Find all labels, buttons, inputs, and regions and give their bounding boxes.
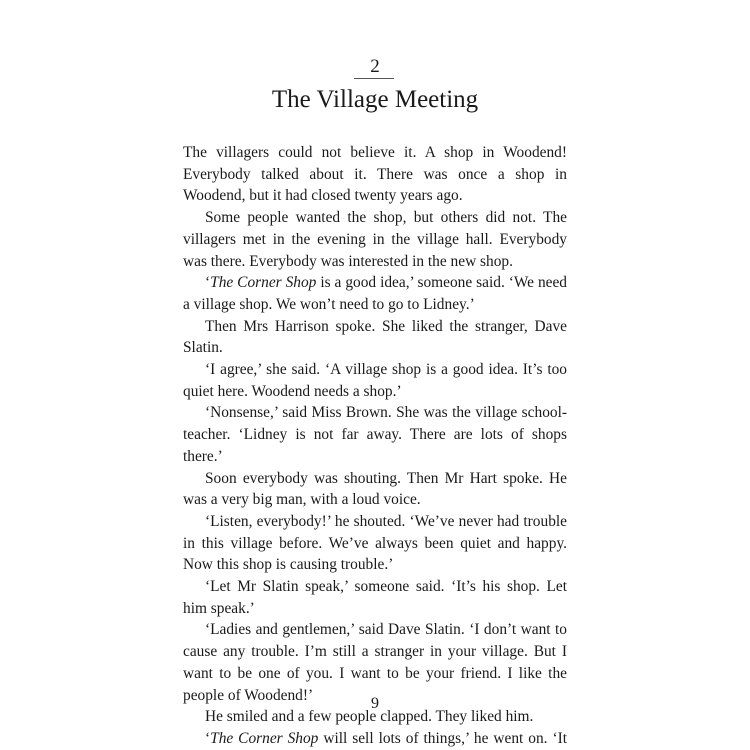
book-title-italic: The Corner Shop — [210, 729, 319, 747]
paragraph: ‘I agree,’ she said. ‘A village shop is a good idea. It’s too quiet here. Woodend needs a shop.’ — [183, 361, 567, 400]
paragraph: ‘The Corner Shop is a good idea,’ someone said. ‘We need a village shop. We won’t need to go to Lidney.’ — [183, 274, 568, 313]
paragraph: The villagers could not believe it. A shop in Woodend! Everybody talked about it. There was once a shop in Woodend, but it had closed twenty years ago. — [183, 144, 567, 205]
chapter-title: The Village Meeting — [271, 86, 479, 113]
paragraph: ‘Let Mr Slatin speak,’ someone said. ‘It’s his shop. Let him speak.’ — [183, 578, 567, 617]
book-title-italic: The Corner Shop — [210, 274, 317, 292]
paragraph: Some people wanted the shop, but others did not. The villagers met in the evening in the village hall. Everybody was there. Everybody was interested in the new shop. — [183, 209, 567, 270]
paragraph: ‘The Corner Shop will sell lots of things,’ he went on. ‘It — [205, 729, 568, 747]
chapter-body — [183, 142, 567, 750]
paragraph: He smiled and a few people clapped. They liked him. — [205, 708, 534, 726]
paragraph: Then Mrs Harrison spoke. She liked the stranger, Dave Slatin. — [183, 317, 567, 357]
paragraph: ‘Ladies and gentlemen,’ said Dave Slatin. ‘I don’t want to cause any trouble. I’m still a stranger in your village. But I want to be one of you. I want to be your friend. I like the people of Woodend!’ — [183, 621, 567, 704]
paragraph: ‘Nonsense,’ said Miss Brown. She was the village school-teacher. ‘Lidney is not far away. There are lots of shops there.’ — [183, 404, 567, 465]
paragraph: ‘Listen, everybody!’ he shouted. ‘We’ve never had trouble in this village before. We’ve always been quiet and happy. Now this shop is causing trouble.’ — [183, 512, 567, 574]
paragraph: Soon everybody was shouting. Then Mr Hart spoke. He was a very big man, with a loud voice. — [183, 469, 567, 509]
chapter-number: 2 — [370, 56, 380, 77]
chapter-divider — [354, 78, 394, 79]
page-number: 9 — [371, 695, 379, 712]
